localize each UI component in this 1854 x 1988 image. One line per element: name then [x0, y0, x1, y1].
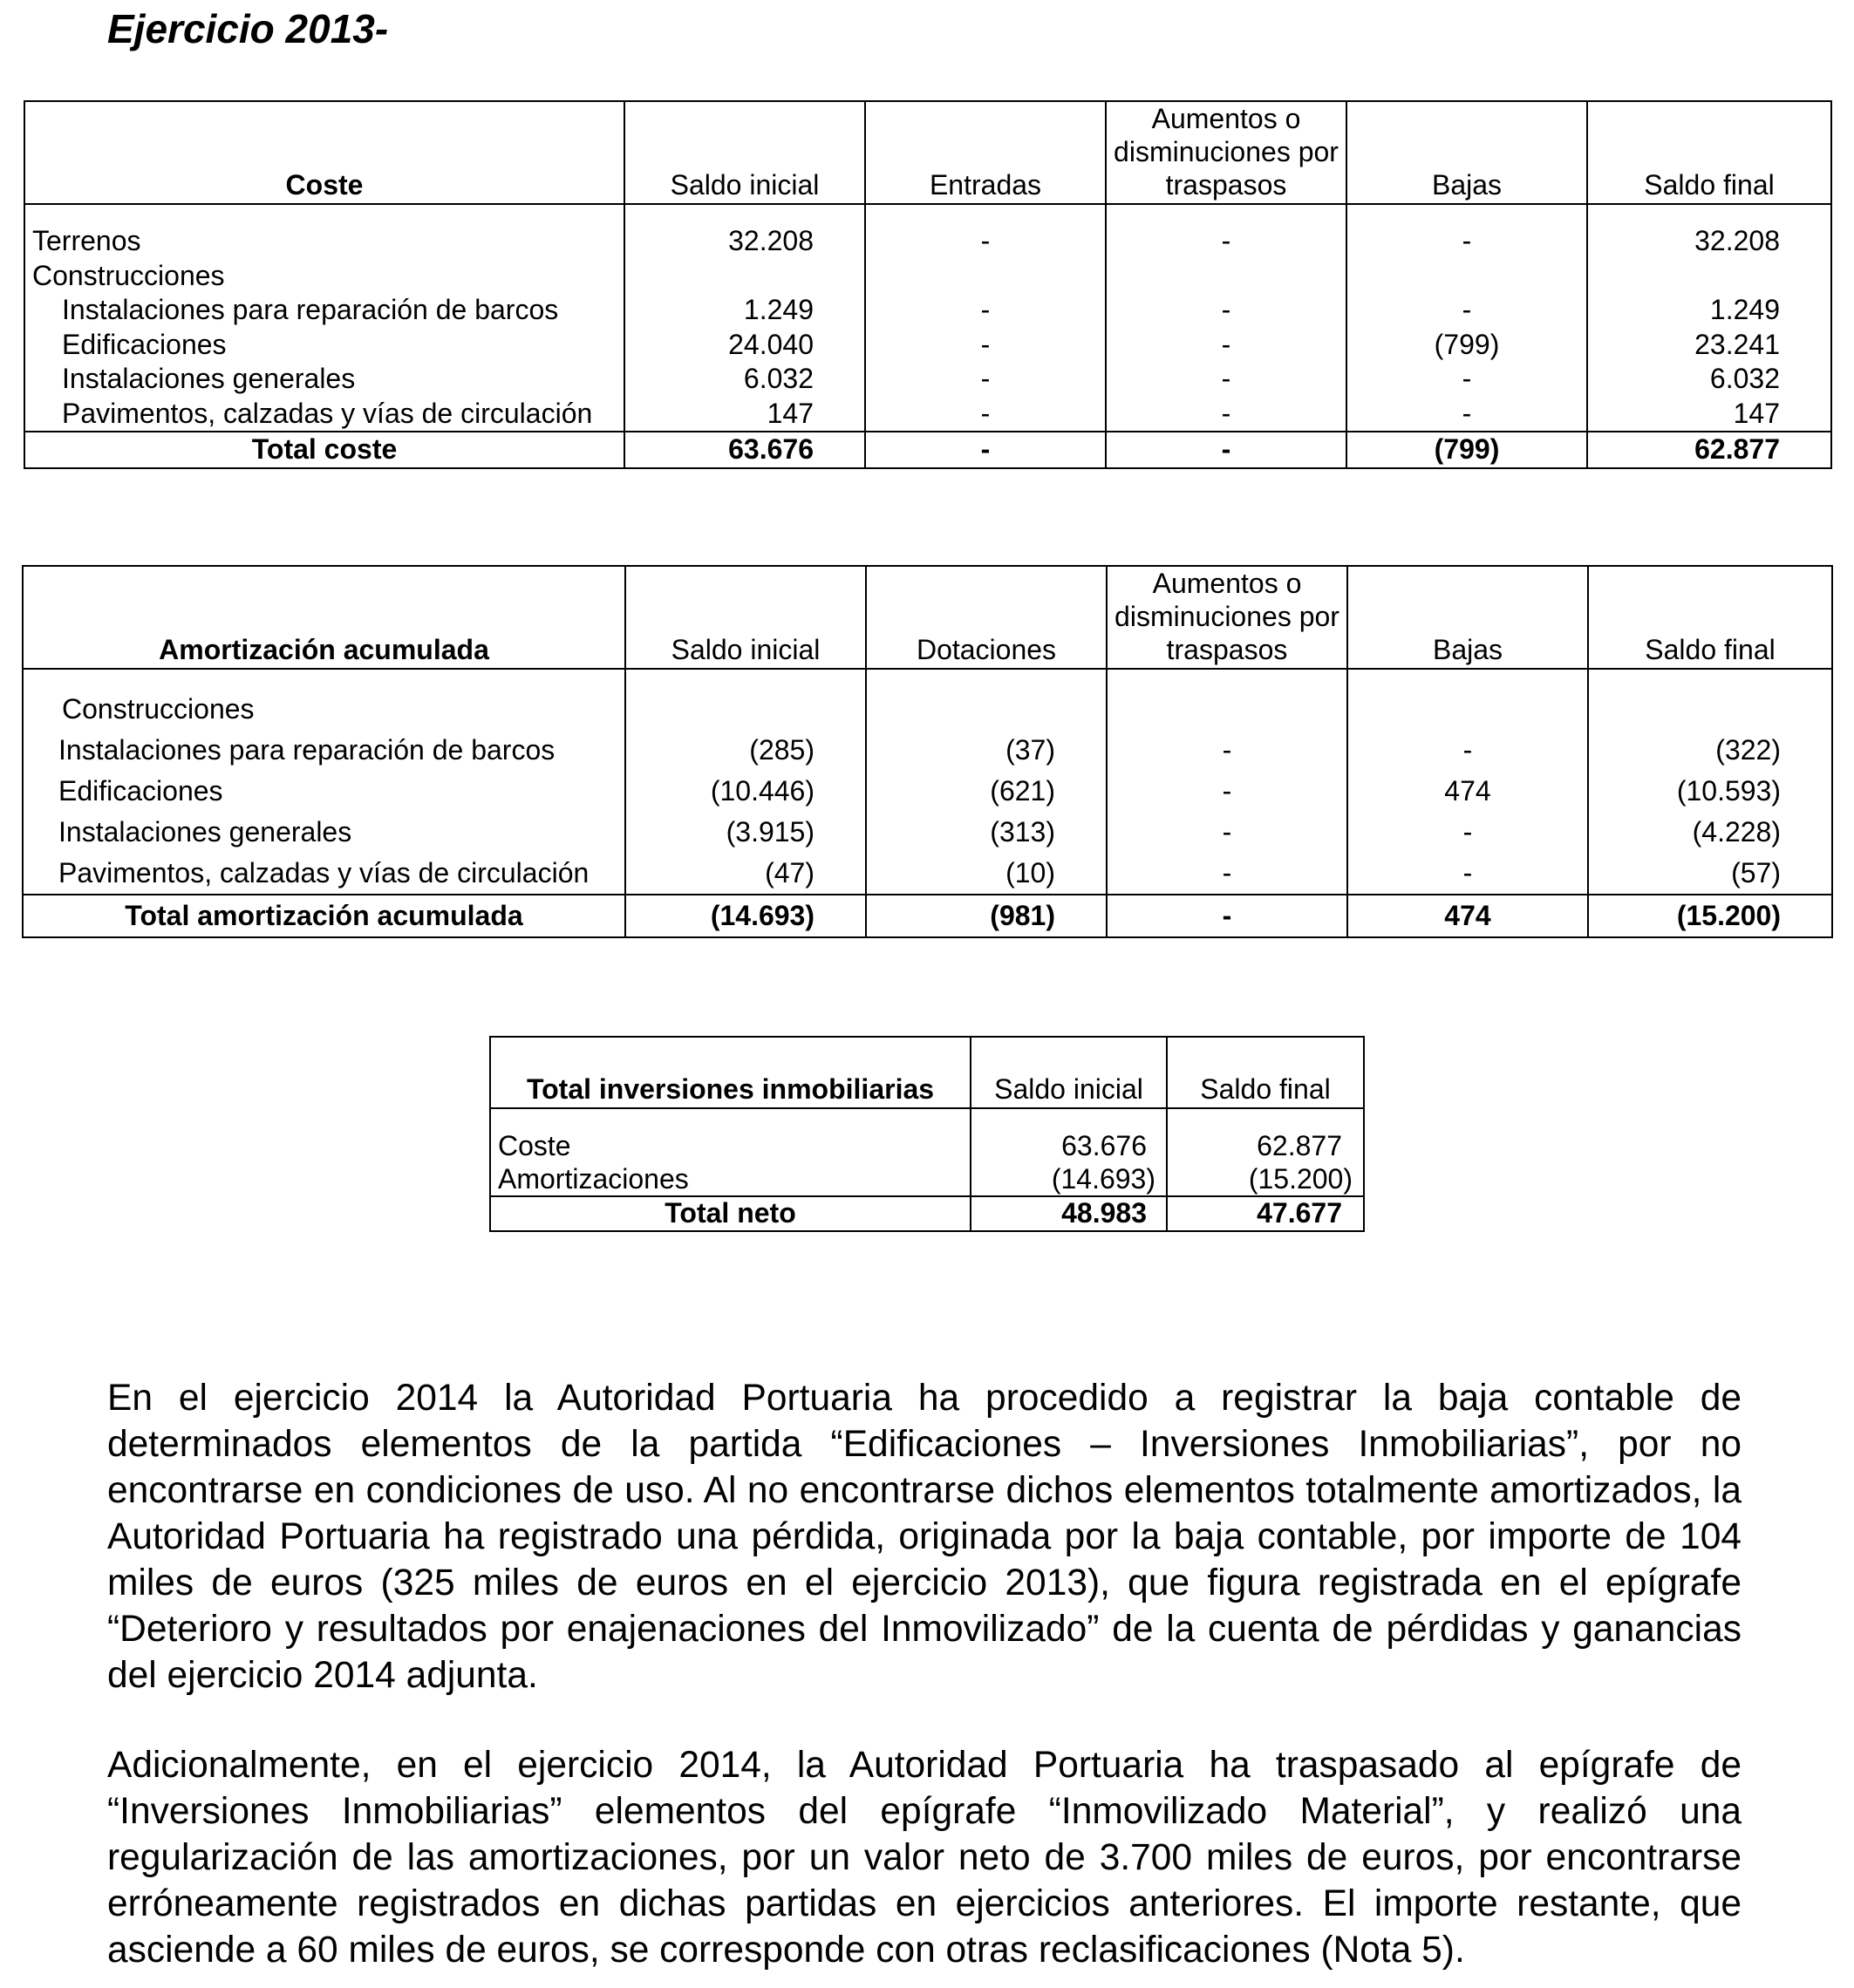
row-label: Edificaciones [23, 771, 625, 812]
row-label: Terrenos [24, 224, 624, 259]
cell-value: - [1107, 771, 1347, 812]
row-label: Coste [490, 1130, 971, 1163]
amortization-table [22, 565, 1833, 938]
cell-value: - [1346, 293, 1587, 328]
total-label: Total amortización acumulada [23, 895, 625, 937]
row-label: Pavimentos, calzadas y vías de circulación [23, 853, 625, 895]
cell-value: 1.249 [1587, 293, 1831, 328]
cell-value: - [865, 293, 1106, 328]
cost-table [24, 100, 1832, 469]
col-header: Bajas [1347, 566, 1588, 669]
cell-value: (799) [1346, 328, 1587, 363]
col-header: Saldo final [1587, 101, 1831, 204]
total-value: (799) [1346, 432, 1587, 468]
row-label: Construcciones [23, 689, 625, 730]
row-label: Instalaciones para reparación de barcos [23, 730, 625, 771]
row-label: Amortizaciones [490, 1163, 971, 1197]
cell-value: 62.877 [1167, 1130, 1364, 1163]
col-header: Entradas [865, 101, 1106, 204]
total-value: (981) [866, 895, 1107, 937]
col-header: Aumentos o disminuciones por traspasos [1107, 566, 1347, 669]
col-header: Total inversiones inmobiliarias [490, 1037, 971, 1108]
total-value: 48.983 [971, 1196, 1167, 1231]
table-row [23, 730, 1832, 771]
cell-value: - [1347, 730, 1588, 771]
table-row [24, 259, 1831, 294]
table-row [490, 1163, 1364, 1197]
cell-value: - [1346, 362, 1587, 397]
cell-value: (621) [866, 771, 1107, 812]
table-row [490, 1130, 1364, 1163]
section-title: Ejercicio 2013- [107, 6, 389, 51]
cell-value: (10.593) [1588, 771, 1832, 812]
total-value: - [865, 432, 1106, 468]
total-value: 63.676 [624, 432, 865, 468]
cell-value: (313) [866, 812, 1107, 853]
total-value: 474 [1347, 895, 1588, 937]
total-row [490, 1196, 1364, 1231]
row-label: Pavimentos, calzadas y vías de circulación [24, 397, 624, 432]
col-header: Amortización acumulada [23, 566, 625, 669]
cell-value: (10.446) [625, 771, 866, 812]
cell-value: (14.693) [971, 1163, 1167, 1197]
amort-header-row [23, 566, 1832, 669]
cell-value: (3.915) [625, 812, 866, 853]
cell-value: (4.228) [1588, 812, 1832, 853]
total-label: Total coste [24, 432, 624, 468]
total-value: (14.693) [625, 895, 866, 937]
cell-value: - [865, 362, 1106, 397]
table-row [23, 812, 1832, 853]
total-row [23, 895, 1832, 937]
col-header: Aumentos o disminuciones por traspasos [1106, 101, 1346, 204]
cell-value: - [865, 224, 1106, 259]
col-header: Coste [24, 101, 624, 204]
cell-value: (57) [1588, 853, 1832, 895]
cell-value: - [865, 328, 1106, 363]
cell-value: - [1107, 812, 1347, 853]
cost-header-row [24, 101, 1831, 204]
table-row [24, 397, 1831, 432]
cell-value: 474 [1347, 771, 1588, 812]
cell-value: - [1347, 853, 1588, 895]
summary-header-row [490, 1037, 1364, 1108]
table-row [24, 293, 1831, 328]
total-value: 62.877 [1587, 432, 1831, 468]
col-header: Saldo final [1167, 1037, 1364, 1108]
table-row [23, 771, 1832, 812]
col-header: Saldo inicial [971, 1037, 1167, 1108]
cell-value: - [1346, 224, 1587, 259]
cell-value: - [1107, 730, 1347, 771]
table-row [23, 853, 1832, 895]
cell-value: (285) [625, 730, 866, 771]
row-label: Instalaciones para reparación de barcos [24, 293, 624, 328]
cell-value: (15.200) [1167, 1163, 1364, 1197]
cell-value: - [1107, 853, 1347, 895]
total-label: Total neto [490, 1196, 971, 1231]
cell-value: 32.208 [1587, 224, 1831, 259]
total-value: 47.677 [1167, 1196, 1364, 1231]
total-value: - [1106, 432, 1346, 468]
cell-value: (37) [866, 730, 1107, 771]
col-header: Bajas [1346, 101, 1587, 204]
table-row [24, 362, 1831, 397]
paragraph: En el ejercicio 2014 la Autoridad Portuaria ha procedido a registrar la baja contable de determinados elementos de la partida “Edificaciones – Inversiones Inmobiliarias”, por no encontrarse en condiciones de uso. Al no encontrarse dichos elementos totalmente amortizados, la Autoridad Portuaria ha registrado una pérdida, originada por la baja contable, por importe de 104 miles de euros (325 miles de euros en el ejercicio 2013), que figura registrada en el epígrafe “Deterioro y resultados por enajenaciones del Inmovilizado” de la cuenta de pérdidas y ganancias del ejercicio 2014 adjunta. [107, 1377, 1742, 1696]
cell-value: 1.249 [624, 293, 865, 328]
cell-value: (47) [625, 853, 866, 895]
cell-value: (10) [866, 853, 1107, 895]
col-header: Saldo final [1588, 566, 1832, 669]
paragraph: Adicionalmente, en el ejercicio 2014, la Autoridad Portuaria ha traspasado al epígrafe de “Inversiones Inmobiliarias” elementos del epígrafe “Inmovilizado Material”, y realizó una regularización de las amortizaciones, por un valor neto de 3.700 miles de euros, por encontrarse erróneamente registrados en dichas partidas en ejercicios anteriores. El importe restante, que asciende a 60 miles de euros, se corresponde con otras reclasificaciones (Nota 5). [107, 1744, 1742, 1971]
cell-value: - [1106, 293, 1346, 328]
row-label: Construcciones [24, 259, 624, 294]
cell-value: 63.676 [971, 1130, 1167, 1163]
total-row [24, 432, 1831, 468]
row-label: Edificaciones [24, 328, 624, 363]
row-label: Instalaciones generales [24, 362, 624, 397]
cell-value: - [1346, 397, 1587, 432]
total-value: (15.200) [1588, 895, 1832, 937]
row-label: Instalaciones generales [23, 812, 625, 853]
cell-value: 6.032 [1587, 362, 1831, 397]
cell-value: - [1106, 224, 1346, 259]
cell-value: 147 [1587, 397, 1831, 432]
table-row [24, 328, 1831, 363]
cell-value: - [1106, 397, 1346, 432]
table-row [24, 224, 1831, 259]
col-header: Saldo inicial [624, 101, 865, 204]
cell-value: 32.208 [624, 224, 865, 259]
cell-value: - [1106, 328, 1346, 363]
cell-value: 24.040 [624, 328, 865, 363]
cell-value: 23.241 [1587, 328, 1831, 363]
cell-value: - [1106, 362, 1346, 397]
total-value: - [1107, 895, 1347, 937]
col-header: Saldo inicial [625, 566, 866, 669]
cell-value: 6.032 [624, 362, 865, 397]
cell-value: 147 [624, 397, 865, 432]
cell-value: - [1347, 812, 1588, 853]
cell-value: (322) [1588, 730, 1832, 771]
cell-value: - [865, 397, 1106, 432]
summary-table [489, 1036, 1365, 1232]
table-row [23, 689, 1832, 730]
col-header: Dotaciones [866, 566, 1107, 669]
